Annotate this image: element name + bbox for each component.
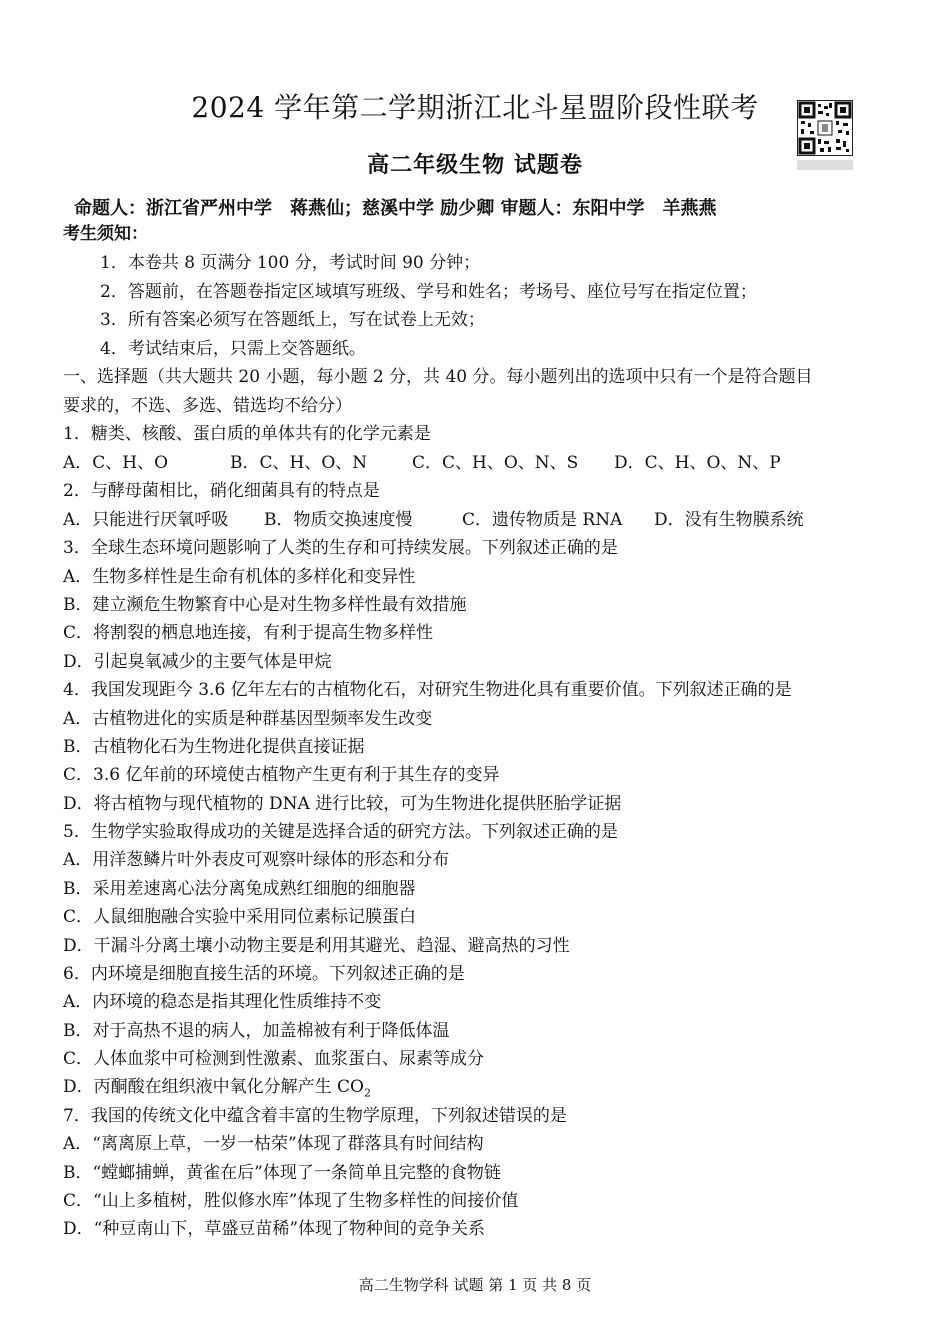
option-b: B．物质交换速度慢 [264,510,413,530]
question-stem: 4．我国发现距今 3.6 亿年左右的古植物化石，对研究生物进化具有重要价值。下列叙述正确的是 [63,680,792,700]
option-a: A．只能进行厌氧呼吸 [63,510,229,530]
option-c: C．“山上多植树，胜似修水库”体现了生物多样性的间接价值 [63,1191,519,1211]
option-d: D．引起臭氧减少的主要气体是甲烷 [63,652,332,672]
question-stem: 7．我国的传统文化中蕴含着丰富的生物学原理，下列叙述错误的是 [63,1106,567,1126]
option-a: A．生物多样性是生命有机体的多样化和变异性 [63,567,416,587]
page-footer: 高二生物学科 试题 第 1 页 共 8 页 [358,1276,592,1294]
option-b: B．C、H、O、N [230,453,368,473]
question-stem: 3．全球生态环境问题影响了人类的生存和可持续发展。下列叙述正确的是 [63,538,618,558]
option-c: C．C、H、O、N、S [412,453,579,473]
option-b: B．采用差速离心法分离兔成熟红细胞的细胞器 [63,879,416,899]
option-c: C．将割裂的栖息地连接，有利于提高生物多样性 [63,623,434,643]
notice-item: 3．所有答案必须写在答题纸上，写在试卷上无效； [100,310,485,330]
authors-line: 命题人：浙江省严州中学 蒋燕仙；慈溪中学 励少卿 审题人：东阳中学 羊燕燕 [74,198,717,219]
option-d: D．没有生物膜系统 [654,510,804,530]
notice-item: 1．本卷共 8 页满分 100 分，考试时间 90 分钟； [100,253,481,273]
question-stem: 6．内环境是细胞直接生活的环境。下列叙述正确的是 [63,964,465,984]
option-c: C．人鼠细胞融合实验中采用同位素标记膜蛋白 [63,907,417,927]
option-a: A．用洋葱鳞片叶外表皮可观察叶绿体的形态和分布 [63,850,450,870]
option-a: A．“离离原上草，一岁一枯荣”体现了群落具有时间结构 [63,1134,484,1154]
option-d: D．丙酮酸在组织液中氧化分解产生 $CO_2$ [63,1077,371,1100]
option-d: D．C、H、O、N、P [614,453,781,473]
question-stem: 5．生物学实验取得成功的关键是选择合适的研究方法。下列叙述正确的是 [63,822,618,842]
option-b: B．“螳螂捕蝉，黄雀在后”体现了一条简单且完整的食物链 [63,1163,501,1183]
notice-heading: 考生须知： [63,224,148,244]
page-title: 2024 学年第二学期浙江北斗星盟阶段性联考 [191,91,759,124]
option-b: B．对于高热不退的病人，加盖棉被有利于降低体温 [63,1021,450,1041]
option-b: B．古植物化石为生物进化提供直接证据 [63,737,365,757]
subtitle: 高二年级生物 试题卷 [367,152,583,178]
question-stem: 2．与酵母菌相比，硝化细菌具有的特点是 [63,481,380,501]
section-heading: 一、选择题（共大题共 20 小题，每小题 2 分，共 40 分。每小题列出的选项中只有一个是符合题目 [63,367,813,387]
notice-item: 2．答题前，在答题卷指定区域填写班级、学号和姓名；考场号、座位号写在指定位置； [100,282,757,302]
option-c: C．人体血浆中可检测到性激素、血浆蛋白、尿素等成分 [63,1049,485,1069]
option-d: D．将古植物与现代植物的 DNA 进行比较，可为生物进化提供胚胎学证据 [63,794,622,814]
option-d: D．干漏斗分离土壤小动物主要是利用其避光、趋湿、避高热的习性 [63,936,570,956]
option-b: B．建立濒危生物繁育中心是对生物多样性最有效措施 [63,595,467,615]
notice-item: 4．考试结束后，只需上交答题纸。 [100,339,366,359]
option-a: A．C、H、O [63,453,169,473]
option-c: C．遗传物质是 RNA [462,510,623,530]
section-heading-cont: 要求的，不选、多选、错选均不给分） [63,396,352,416]
option-d: D．“种豆南山下，草盛豆苗稀”体现了物种间的竞争关系 [63,1219,486,1239]
question-stem: 1．糖类、核酸、蛋白质的单体共有的化学元素是 [63,424,431,444]
option-a: A．古植物进化的实质是种群基因型频率发生改变 [63,709,433,729]
option-a: A．内环境的稳态是指其理化性质维持不变 [63,992,382,1012]
option-c: C．3.6 亿年前的环境使古植物产生更有利于其生存的变异 [63,765,500,785]
